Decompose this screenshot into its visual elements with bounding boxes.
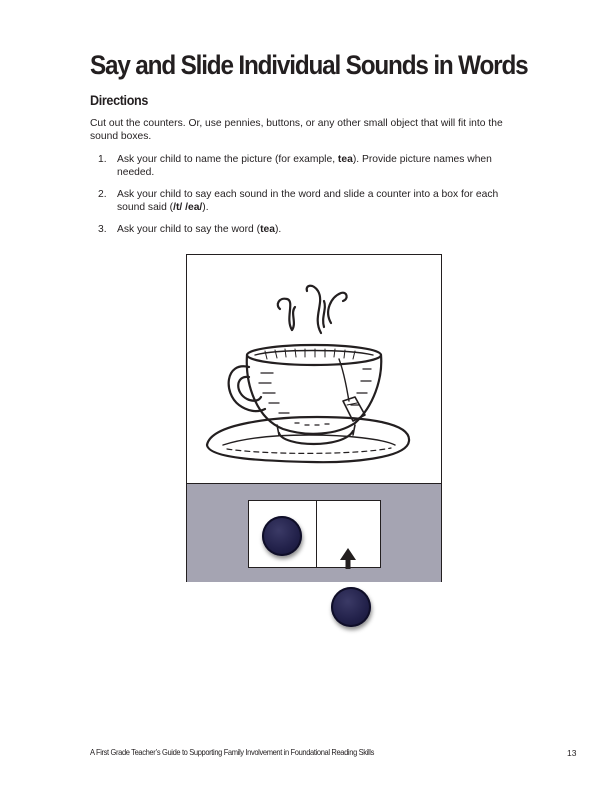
- step-item: [90, 188, 510, 214]
- intro-paragraph: Cut out the counters. Or, use pennies, buttons, or any other small object that will fit into the sound boxes.: [90, 118, 503, 142]
- sound-boxes: [248, 500, 381, 568]
- steps-list: [90, 153, 510, 245]
- page-title: Say and Slide Individual Sounds in Words: [90, 50, 528, 80]
- up-arrow-icon: [338, 547, 358, 569]
- counter-icon[interactable]: [331, 587, 371, 627]
- step-bold-word: /t/ /ea/: [173, 202, 203, 213]
- footer-text: A First Grade Teacher’s Guide to Supporting Family Involvement in Foundational Reading Skills: [90, 748, 374, 757]
- step-item: [90, 223, 510, 236]
- picture-panel: [187, 255, 441, 483]
- step-text-end: ).: [274, 224, 282, 235]
- step-text: Ask your child to name the picture (for example,: [117, 154, 338, 165]
- step-item: [90, 153, 510, 179]
- sound-box-panel: [187, 483, 441, 582]
- directions-heading: Directions: [90, 92, 149, 108]
- sound-box-1[interactable]: [249, 501, 317, 567]
- step-text-end: ).: [202, 202, 209, 213]
- step-bold-word: tea: [337, 154, 353, 165]
- sound-box-figure: [186, 254, 442, 582]
- step-text: Ask your child to say each sound in the word and slide a counter into a box for each sound said (: [117, 189, 499, 213]
- step-text-end: ). Provide picture names when needed.: [117, 154, 492, 178]
- step-text: Ask your child to say the word (: [117, 224, 261, 235]
- page-number: 13: [567, 748, 577, 758]
- step-number: 3.: [98, 224, 107, 235]
- counter-icon[interactable]: [262, 516, 302, 556]
- step-bold-word: tea: [260, 224, 275, 235]
- teacup-icon: [187, 255, 441, 483]
- sound-box-2[interactable]: [316, 501, 380, 567]
- step-number: 2.: [98, 189, 107, 200]
- step-number: 1.: [98, 154, 107, 165]
